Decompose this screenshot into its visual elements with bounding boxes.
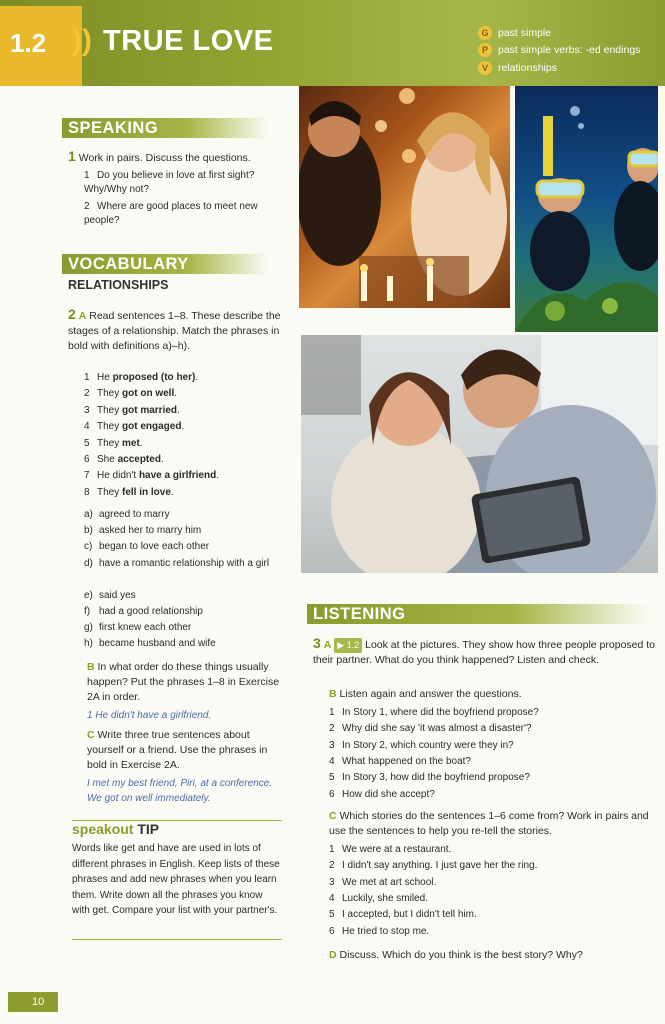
list-item <box>329 755 649 769</box>
item-number: 2 <box>329 723 335 735</box>
item-number: g) <box>84 622 93 633</box>
exercise-1-instruction: Work in pairs. Discuss the questions. <box>78 152 251 164</box>
question-text: In Story 2, which country were they in? <box>342 739 514 751</box>
exercise-letter: A <box>323 639 332 651</box>
definition-item <box>84 557 274 571</box>
grammar-badge: G <box>478 26 492 40</box>
item-number: 5 <box>84 437 90 449</box>
sentence-punct: . <box>177 404 180 416</box>
photo-couple-tablet <box>301 335 658 573</box>
item-number: 1 <box>84 372 90 383</box>
question-text: Do you believe in love at first sight? Why/Why not? <box>84 170 255 195</box>
focus-label: past simple verbs: -ed endings <box>498 44 641 56</box>
item-number: 7 <box>84 470 90 482</box>
exercise-2c <box>87 728 287 773</box>
question-text: In Story 1, where did the boyfriend propose? <box>342 707 539 718</box>
bold-phrase: accepted <box>117 454 161 465</box>
item-number: h) <box>84 638 93 650</box>
sentence-text: He <box>97 372 113 383</box>
living-room-scene <box>301 335 658 573</box>
definition-item <box>84 605 274 619</box>
exercise-3d <box>329 948 659 963</box>
speaking-question <box>84 200 274 228</box>
definition-text: have a romantic relationship with a girl <box>99 557 270 569</box>
item-number: 6 <box>84 454 90 465</box>
list-item <box>329 722 649 736</box>
bold-phrase: have a girlfriend <box>138 470 217 482</box>
exercise-1 <box>68 149 293 166</box>
item-number: 5 <box>329 909 335 921</box>
sentence-punct: . <box>170 486 174 498</box>
sentence-text: Luckily, she smiled. <box>342 892 428 904</box>
bold-phrase: proposed (to her) <box>112 372 196 383</box>
sentence-text: We were at a restaurant. <box>342 844 452 855</box>
item-number: 1 <box>329 707 335 718</box>
tip-text: Words like get and have are used in lots of different phrases in English. Keep lists of these phrases and add new phrases when you learn them. Write down all the phrases you know with get. Compare your list with your partner's. <box>72 843 280 916</box>
question-text: Where are good places to meet new people? <box>84 201 258 226</box>
list-item <box>84 453 284 467</box>
list-item <box>84 486 284 500</box>
sentence-punct: . <box>195 372 199 383</box>
item-number: 3 <box>84 404 90 416</box>
list-item <box>329 843 649 857</box>
list-item <box>84 404 284 418</box>
speakout-logo-b: out <box>111 821 134 837</box>
list-item <box>84 469 284 483</box>
sentence-text: They <box>97 486 123 498</box>
page-number: 10 <box>8 992 58 1012</box>
definition-item <box>84 508 274 522</box>
vocabulary-badge: V <box>478 61 492 75</box>
list-item <box>84 387 284 401</box>
speakout-logo-a: speak <box>72 821 112 837</box>
exercise-letter: C <box>329 810 337 822</box>
sentence-text: We met at art school. <box>342 876 437 888</box>
list-item <box>329 859 649 873</box>
sentence-text: They <box>97 388 123 400</box>
sound-wave-icon: )) <box>72 24 92 57</box>
sentence-punct: . <box>174 388 178 400</box>
vocabulary-heading: VOCABULARY <box>62 254 268 274</box>
exercise-number: 3 <box>313 635 321 651</box>
item-number: 4 <box>84 421 90 433</box>
exercise-3c-instruction: Which stories do the sentences 1–6 come from? Work in pairs and use the sentences to help you re-tell the stories. <box>329 810 649 837</box>
list-item <box>329 706 649 720</box>
definition-item <box>84 637 274 651</box>
speaking-question <box>84 169 289 197</box>
sentence-text: They <box>97 421 123 433</box>
bold-phrase: got engaged <box>122 421 182 433</box>
speaking-heading: SPEAKING <box>62 118 268 138</box>
focus-vocabulary <box>478 60 557 76</box>
exercise-3c <box>329 809 659 839</box>
list-item <box>84 371 284 385</box>
exercise-letter: D <box>329 949 337 961</box>
lesson-title: TRUE LOVE <box>103 25 274 57</box>
definition-item <box>84 589 274 603</box>
item-number: 4 <box>329 755 335 767</box>
sentence-text: He didn't <box>97 470 139 482</box>
sentence-punct: . <box>160 454 164 465</box>
item-number: 3 <box>329 739 335 751</box>
pronunciation-badge: P <box>478 43 492 57</box>
exercise-2b-example: 1 He didn't have a girlfriend. <box>87 710 212 721</box>
definition-text: agreed to marry <box>99 509 170 520</box>
bold-phrase: fell in love <box>122 486 171 498</box>
item-number: 2 <box>84 201 90 212</box>
photo-restaurant-couple <box>299 86 510 308</box>
list-item <box>84 437 284 451</box>
focus-grammar <box>478 25 551 41</box>
item-number: 2 <box>84 388 90 400</box>
vocabulary-subheading: RELATIONSHIPS <box>68 278 169 292</box>
exercise-3b-instruction: Listen again and answer the questions. <box>339 688 522 700</box>
list-item <box>84 420 284 434</box>
track-number: 1.2 <box>346 640 360 650</box>
tip-label: TIP <box>137 821 160 837</box>
exercise-2c-example: I met my best friend, Piri, at a conference. We got on well immediately. <box>87 778 273 804</box>
exercise-2b-instruction: In what order do these things usually happen? Put the phrases 1–8 in Exercise 2A in order. <box>87 661 280 703</box>
question-text: How did she accept? <box>342 788 435 800</box>
definition-text: had a good relationship <box>99 605 203 617</box>
exercise-2b <box>87 660 287 705</box>
sentence-punct: . <box>181 421 185 433</box>
sentence-text: She <box>97 454 118 465</box>
item-number: 6 <box>329 788 335 800</box>
lesson-number-box <box>0 6 82 86</box>
play-icon: ▶ <box>337 640 345 650</box>
exercise-2c-instruction: Write three true sentences about yourself or a friend. Use the phrases in bold in Exercise 2A. <box>87 729 268 771</box>
list-item <box>329 908 649 922</box>
exercise-3d-instruction: Discuss. Which do you think is the best story? Why? <box>339 949 583 961</box>
speakout-tip-box <box>72 820 282 940</box>
definition-text: asked her to marry him <box>99 525 202 537</box>
bold-phrase: met <box>122 437 140 449</box>
focus-label: relationships <box>498 62 557 74</box>
exercise-letter: A <box>78 310 87 322</box>
item-number: d) <box>84 557 93 569</box>
sentence-punct: . <box>216 470 219 482</box>
list-item <box>329 739 649 753</box>
definition-text: said yes <box>99 589 136 601</box>
item-number: 5 <box>329 772 335 784</box>
bold-phrase: got on well <box>122 388 175 400</box>
underwater-scene <box>515 86 658 332</box>
focus-pronunciation <box>478 42 640 58</box>
exercise-number: 1 <box>68 148 76 164</box>
sentence-text: I accepted, but I didn't tell him. <box>342 909 477 921</box>
lesson-number: 1.2 <box>10 28 47 58</box>
item-number: 4 <box>329 892 335 904</box>
list-item <box>329 925 649 939</box>
sentence-text: He tried to stop me. <box>342 925 430 937</box>
item-number: f) <box>84 605 91 617</box>
focus-label: past simple <box>498 27 552 39</box>
exercise-3b <box>329 687 649 702</box>
item-number: 6 <box>329 925 335 937</box>
sentence-punct: . <box>139 437 143 449</box>
exercise-letter: B <box>329 688 337 700</box>
exercise-3a <box>313 636 658 668</box>
exercise-letter: C <box>87 729 95 741</box>
exercise-2a <box>68 307 282 354</box>
question-text: What happened on the boat? <box>342 755 471 767</box>
list-item <box>329 788 649 802</box>
definition-text: began to love each other <box>99 541 210 553</box>
sentence-text: I didn't say anything. I just gave her the ring. <box>342 860 538 872</box>
definition-text: first knew each other <box>99 622 192 633</box>
item-number: 1 <box>84 170 90 181</box>
speakout-tip-heading <box>72 821 159 837</box>
question-text: Why did she say 'it was almost a disaster'? <box>342 723 532 735</box>
bold-phrase: got married <box>122 404 178 416</box>
item-number: 2 <box>329 860 335 872</box>
item-number: a) <box>84 509 93 520</box>
item-number: 8 <box>84 486 90 498</box>
photo-scuba-divers <box>515 86 658 332</box>
definition-text: became husband and wife <box>99 638 216 650</box>
exercise-2a-instruction: Read sentences 1–8. These describe the stages of a relationship. Match the phrases in bold with definitions a)–h). <box>68 310 281 352</box>
item-number: c) <box>84 541 93 553</box>
list-item <box>329 892 649 906</box>
restaurant-scene <box>299 86 510 308</box>
question-text: In Story 3, how did the boyfriend propose? <box>342 772 530 784</box>
item-number: 1 <box>329 844 335 855</box>
sentence-text: They <box>97 404 123 416</box>
sentence-text: They <box>97 437 123 449</box>
definition-item <box>84 621 274 635</box>
definition-item <box>84 524 274 538</box>
exercise-letter: B <box>87 661 95 673</box>
list-item <box>329 876 649 890</box>
item-number: e) <box>84 589 93 601</box>
audio-track-badge <box>334 638 362 653</box>
exercise-number: 2 <box>68 306 76 322</box>
definition-item <box>84 540 274 554</box>
exercise-3a-instruction: Look at the pictures. They show how three people proposed to their partner. What do you think happened? Listen and check. <box>313 639 656 666</box>
item-number: 3 <box>329 876 335 888</box>
list-item <box>329 771 649 785</box>
listening-heading: LISTENING <box>307 604 648 624</box>
item-number: b) <box>84 525 93 537</box>
